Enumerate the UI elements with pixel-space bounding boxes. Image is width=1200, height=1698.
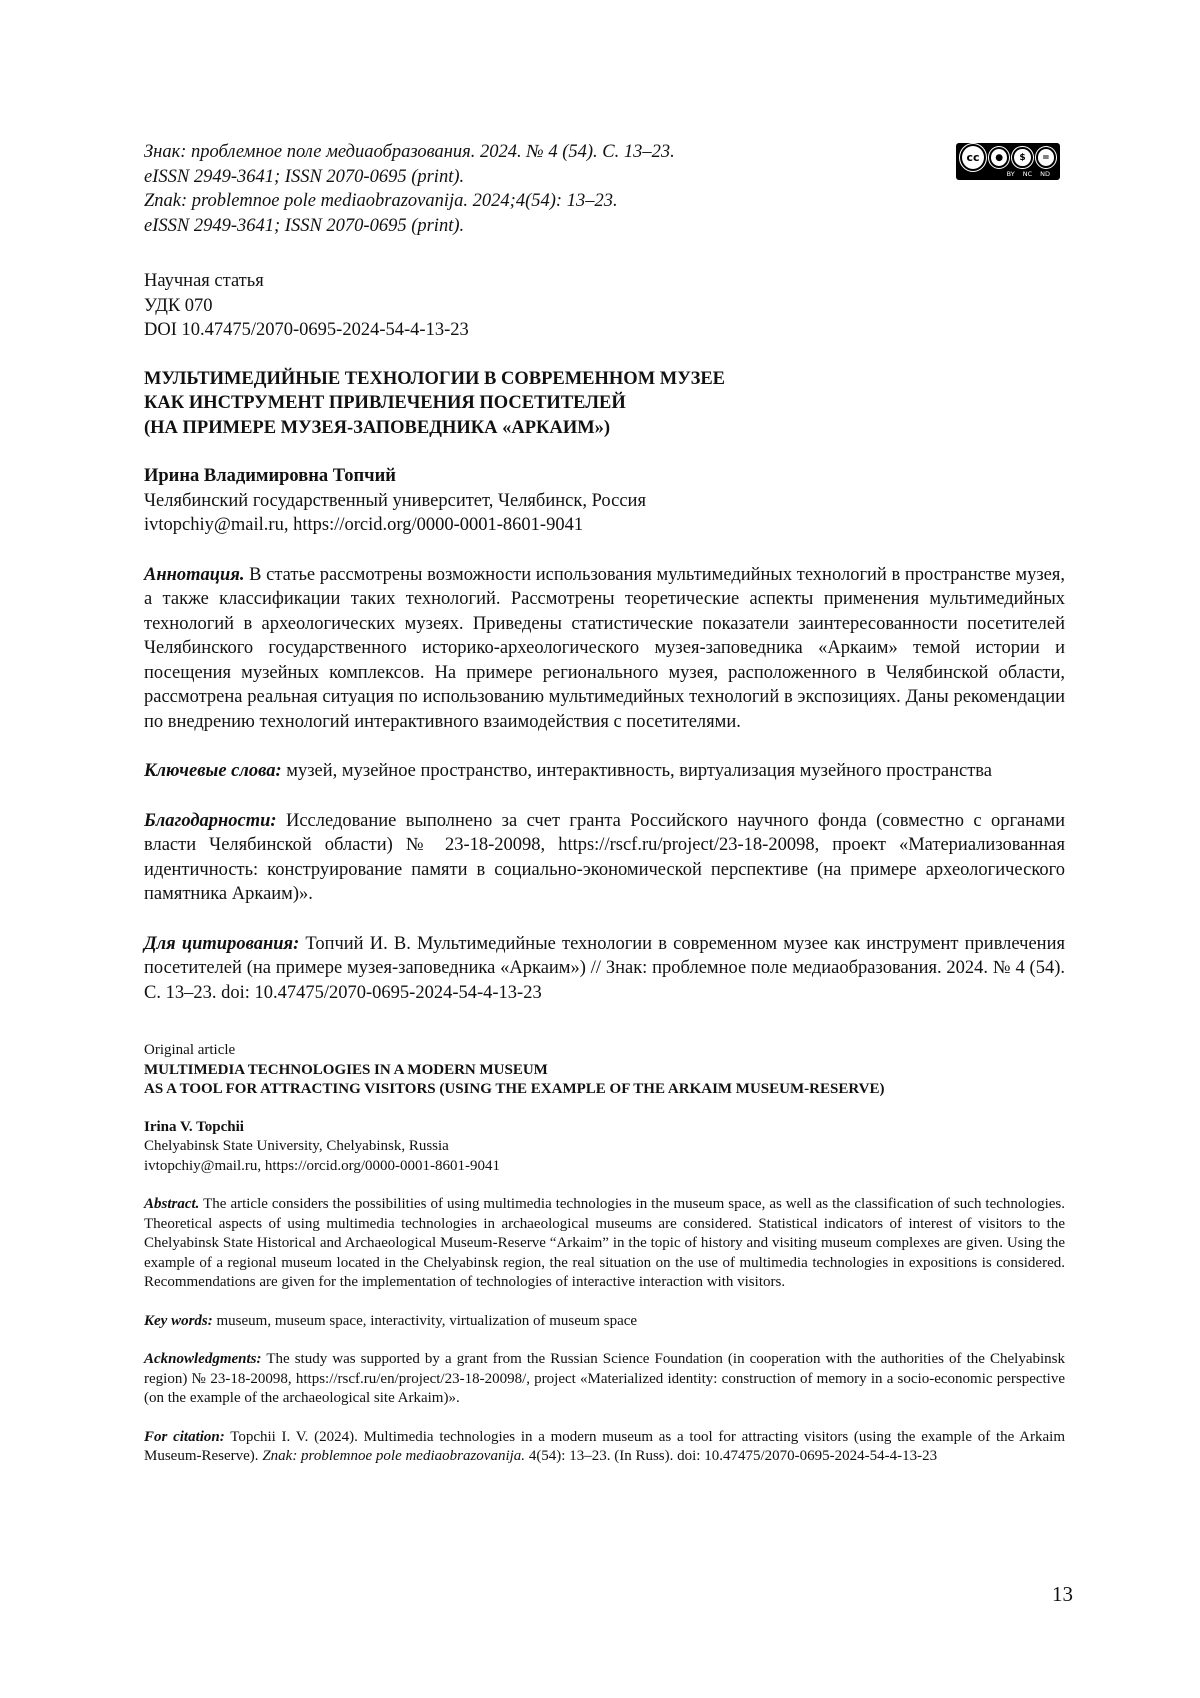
title-line-en: AS A TOOL FOR ATTRACTING VISITORS (USING THE EXAMPLE OF THE ARKAIM MUSEUM-RESERVE)	[144, 1081, 885, 1097]
author-contact[interactable]: ivtopchiy@mail.ru, https://orcid.org/0000-0001-8601-9041	[144, 515, 584, 535]
citation-en	[144, 1428, 1065, 1467]
title-line: (НА ПРИМЕРЕ МУЗЕЯ-ЗАПОВЕДНИКА «АРКАИМ»)	[144, 417, 611, 438]
abstract-text: В статье рассмотрены возможности использования мультимедийных технологий в пространстве музея, а также классификации таких технологий. Рассмотрены теоретические аспекты применения мультимедийных технологий в археологических музеях. Приведены статистические показатели заинтересованности посетителей Челябинского государственного историко-археологического музея-заповедника «Аркаим» темой истории и посещения музейных комплексов. На примере регионального музея, расположенного в Челябинской области, рассмотрена реальная ситуация по использованию мультимедийных технологий в экспозициях. Даны рекомендации по внедрению технологий интерактивного взаимодействия с посетителями.	[144, 564, 1065, 732]
by-icon: ●	[989, 147, 1009, 168]
nc-icon: $	[1012, 147, 1032, 168]
title-line: МУЛЬТИМЕДИЙНЫЕ ТЕХНОЛОГИИ В СОВРЕМЕННОМ МУЗЕЕ	[144, 368, 726, 389]
doi[interactable]: DOI 10.47475/2070-0695-2024-54-4-13-23	[144, 320, 469, 340]
acknowledgments-label-en: Acknowledgments:	[144, 1351, 262, 1367]
nd-icon: =	[1036, 147, 1056, 168]
citation-text-en-end: 4(54): 13–23. (In Russ). doi: 10.47475/2070-0695-2024-54-4-13-23	[525, 1448, 938, 1464]
article-type-en: Original article	[144, 1042, 236, 1058]
title-line-en: MULTIMEDIA TECHNOLOGIES IN A MODERN MUSEUM	[144, 1061, 548, 1078]
journal-line: Znak: problemnoe pole mediaobrazovanija. 2024;4(54): 13–23.	[144, 191, 618, 211]
english-header	[144, 1041, 1065, 1176]
author-contact-en[interactable]: ivtopchiy@mail.ru, https://orcid.org/0000-0001-8601-9041	[144, 1157, 501, 1174]
citation-journal-en: Znak: problemnoe pole mediaobrazovanija.	[262, 1448, 526, 1464]
author-block-ru	[144, 464, 1065, 538]
keywords-text: музей, музейное пространство, интерактивность, виртуализация музейного пространства	[281, 761, 992, 781]
author-name: Ирина Владимировна Топчий	[144, 466, 396, 486]
citation-text: Топчий И. В. Мультимедийные технологии в современном музее как инструмент привлечения посетителей (на примере музея-заповедника «Аркаим») // Знак: проблемное поле медиаобразования. 2024. № 4 (54). С. 13–23. doi: 10.47475/2070-0695-2024-54-4-13-23	[144, 933, 1065, 1003]
cc-icon: cc	[960, 144, 986, 171]
citation-text-en: Topchii I. V. (2024). Multimedia technologies in a modern museum as a tool for attracting visitors (using the example of the Arkaim Museum-Reserve).	[144, 1428, 1066, 1464]
keywords-label: Ключевые слова:	[144, 761, 282, 781]
journal-line: eISSN 2949-3641; ISSN 2070-0695 (print).	[144, 215, 465, 236]
abstract-label: Аннотация.	[144, 564, 245, 585]
keywords-en	[144, 1312, 1065, 1332]
journal-header	[144, 140, 1065, 238]
acknowledgments-text: Исследование выполнено за счет гранта Российского научного фонда (совместно с органами власти Челябинской области) № 23-18-20098, https://rscf.ru/project/23-18-20098, проект «Материализованная идентичность: конструирование памяти в социально-экономической перспективе (на примере археологического памятника Аркаим)».	[144, 810, 1065, 904]
acknowledgments-ru	[144, 809, 1065, 907]
article-title-ru	[144, 367, 1065, 441]
abstract-label-en: Abstract.	[144, 1196, 200, 1212]
affiliation: Челябинский государственный университет, Челябинск, Россия	[144, 490, 646, 511]
abstract-en	[144, 1195, 1065, 1293]
journal-line: Знак: проблемное поле медиаобразования. 2024. № 4 (54). С. 13–23.	[144, 142, 675, 162]
abstract-ru	[144, 563, 1065, 735]
acknowledgments-en	[144, 1350, 1065, 1409]
author-name-en: Irina V. Topchii	[144, 1118, 244, 1135]
acknowledgments-text-en: The study was supported by a grant from the Russian Science Foundation (in cooperation with the authorities of the Chelyabinsk region) № 23-18-20098, https://rscf.ru/en/project/23-18-20098/, project «Materialized identity: construction of memory in a socio-economic perspective (on the example of the archaeological site Arkaim)».	[144, 1351, 1065, 1406]
license-label-nd: ND	[1040, 170, 1050, 178]
article-meta	[144, 269, 1065, 343]
citation-ru	[144, 932, 1065, 1006]
article-title-en	[144, 1061, 1065, 1100]
acknowledgments-label: Благодарности:	[144, 810, 277, 831]
author-block-en	[144, 1118, 1065, 1177]
keywords-label-en: Key words:	[144, 1312, 213, 1329]
abstract-text-en: The article considers the possibilities of using multimedia technologies in the museum space, as well as the classification of such technologies. Theoretical aspects of using multimedia technologies in archaeological museums are considered. Statistical indicators of interest of visitors to the Chelyabinsk State Historical and Archaeological Museum-Reserve “Arkaim” in the topic of history and visiting museum complexes are given. Using the example of a regional museum located in the Chelyabinsk region, the real situation on the use of multimedia technologies in expositions is considered. Recommendations are given for the implementation of technologies of interactive interaction with visitors.	[144, 1196, 1065, 1290]
article-type: Научная статья	[144, 271, 264, 291]
udc-code: УДК 070	[144, 295, 213, 316]
license-label-nc: NC	[1022, 170, 1033, 178]
title-line: КАК ИНСТРУМЕНТ ПРИВЛЕЧЕНИЯ ПОСЕТИТЕЛЕЙ	[144, 393, 626, 413]
affiliation-en: Chelyabinsk State University, Chelyabinsk, Russia	[144, 1138, 449, 1154]
journal-line: eISSN 2949-3641; ISSN 2070-0695 (print).	[144, 166, 465, 187]
keywords-ru	[144, 759, 1065, 784]
page-content	[144, 140, 1065, 1467]
citation-label: Для цитирования:	[144, 933, 300, 954]
page-number: 13	[1052, 1582, 1073, 1606]
license-label-by: BY	[1006, 170, 1015, 178]
keywords-text-en: museum, museum space, interactivity, virtualization of museum space	[212, 1312, 638, 1329]
citation-label-en: For citation:	[144, 1428, 225, 1445]
